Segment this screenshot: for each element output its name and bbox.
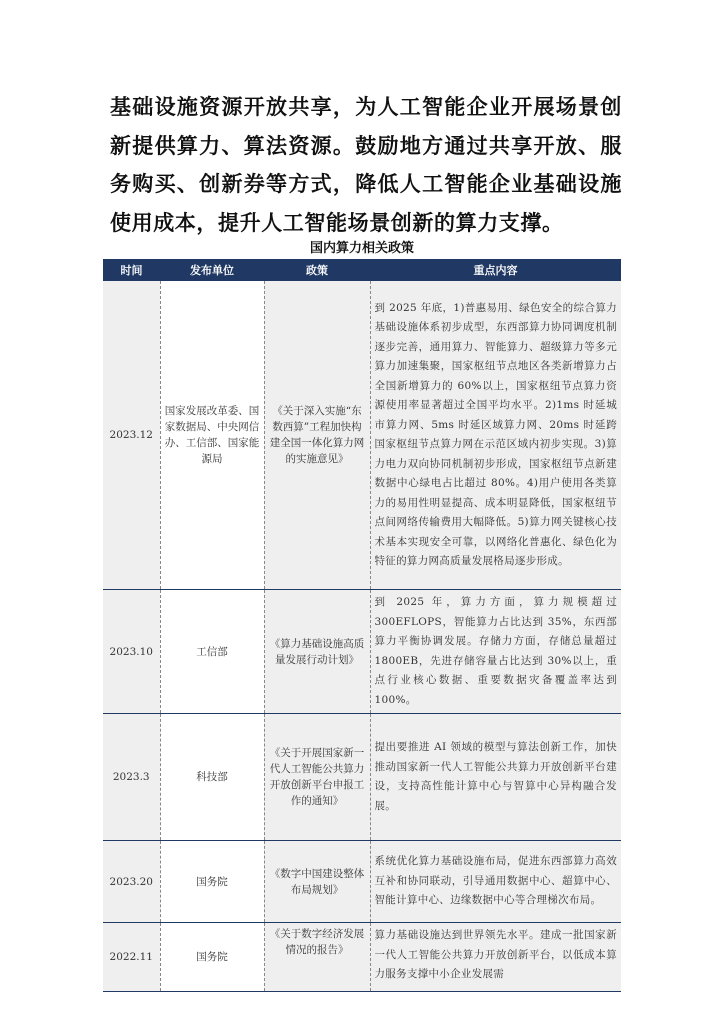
cell-org: 工信部 (160, 590, 264, 714)
cell-key (370, 923, 621, 992)
cell-org: 科技部 (160, 714, 264, 841)
table-row (103, 590, 621, 714)
table-header-row (103, 259, 621, 281)
cell-time: 2023.3 (103, 714, 160, 841)
cell-org: 国务院 (160, 841, 264, 923)
table-row (103, 841, 621, 923)
header-policy: 政策 (264, 259, 370, 281)
cell-policy: 《关于深入实施“东数西算”工程加快构建全国一体化算力网的实施意见》 (264, 281, 370, 590)
cell-key-text: 算力基础设施达到世界领先水平。建成一批国家新一代人工智能公共算力开放创新平台，以低成本算力服务支撑中小企业发展需 (374, 929, 617, 980)
cell-time: 2023.20 (103, 841, 160, 923)
cell-key: 到 2025 年底，1)普惠易用、绿色安全的综合算力基础设施体系初步成型，东西部算力协同调度机制逐步完善，通用算力、智能算力、超级算力等多元算力加速集聚，国家枢纽节点地区各类新增算力占全国新增算力的 60%以上，国家枢纽节点算力资源使用率显著超过全国平均水平。2)1ms 时延城市算力网、5ms 时延区域算力网、20ms 时延跨国家枢纽节点算力网在示范区域内初步实现。3)算力电力双向协同机制初步形成，国家枢纽节点新建数据中心绿电占比超过 80%。4)用户使用各类算力的易用性明显提高、成本明显降低，国家枢纽节点间网络传输费用大幅降低。5)算力网关键核心技术基本实现安全可靠，以网络化普惠化、绿色化为特征的算力网高质量发展格局逐步形成。 (370, 281, 621, 590)
cell-org: 国家发展改革委、国家数据局、中央网信办、工信部、国家能源局 (160, 281, 264, 590)
cell-policy-text: 《关于数字经济发展情况的报告》 (269, 928, 365, 956)
table-title: 国内算力相关政策 (309, 241, 414, 256)
cell-time: 2023.12 (103, 281, 160, 590)
cell-policy: 《关于开展国家新一代人工智能公共算力开放创新平台申报工作的通知》 (264, 714, 370, 841)
cell-key: 提出要推进 AI 领域的模型与算法创新工作，加快推动国家新一代人工智能公共算力开放创新平台建设，支持高性能计算中心与智算中心异构融合发展。 (370, 714, 621, 841)
header-org: 发布单位 (160, 259, 264, 281)
cell-policy: 《数字中国建设整体布局规划》 (264, 841, 370, 923)
cell-org: 国务院 (160, 923, 264, 992)
body-paragraph: 基础设施资源开放共享，为人工智能企业开展场景创新提供算力、算法资源。鼓励地方通过共享开放、服务购买、创新券等方式，降低人工智能企业基础设施使用成本，提升人工智能场景创新的算力支撑。 (110, 94, 622, 235)
header-time: 时间 (103, 259, 160, 281)
header-key: 重点内容 (370, 259, 621, 281)
cell-time: 2022.11 (103, 923, 160, 992)
policy-table (103, 259, 621, 992)
table-row (103, 714, 621, 841)
cell-time: 2023.10 (103, 590, 160, 714)
table-row (103, 281, 621, 590)
cell-key: 系统优化算力基础设施布局，促进东西部算力高效互补和协同联动，引导通用数据中心、超算中心、智能计算中心、边缘数据中心等合理梯次布局。 (370, 841, 621, 923)
cell-key: 到 2025 年，算力方面，算力规模超过 300EFLOPS，智能算力占比达到 35%，东西部算力平衡协调发展。存储力方面，存储总量超过 1800EB，先进存储容量占比达到 30%以上，重点行业核心数据、重要数据灾备覆盖率达到 100%。 (370, 590, 621, 714)
cell-policy: 《算力基础设施高质量发展行动计划》 (264, 590, 370, 714)
table-row (103, 923, 621, 992)
cell-policy (264, 923, 370, 992)
